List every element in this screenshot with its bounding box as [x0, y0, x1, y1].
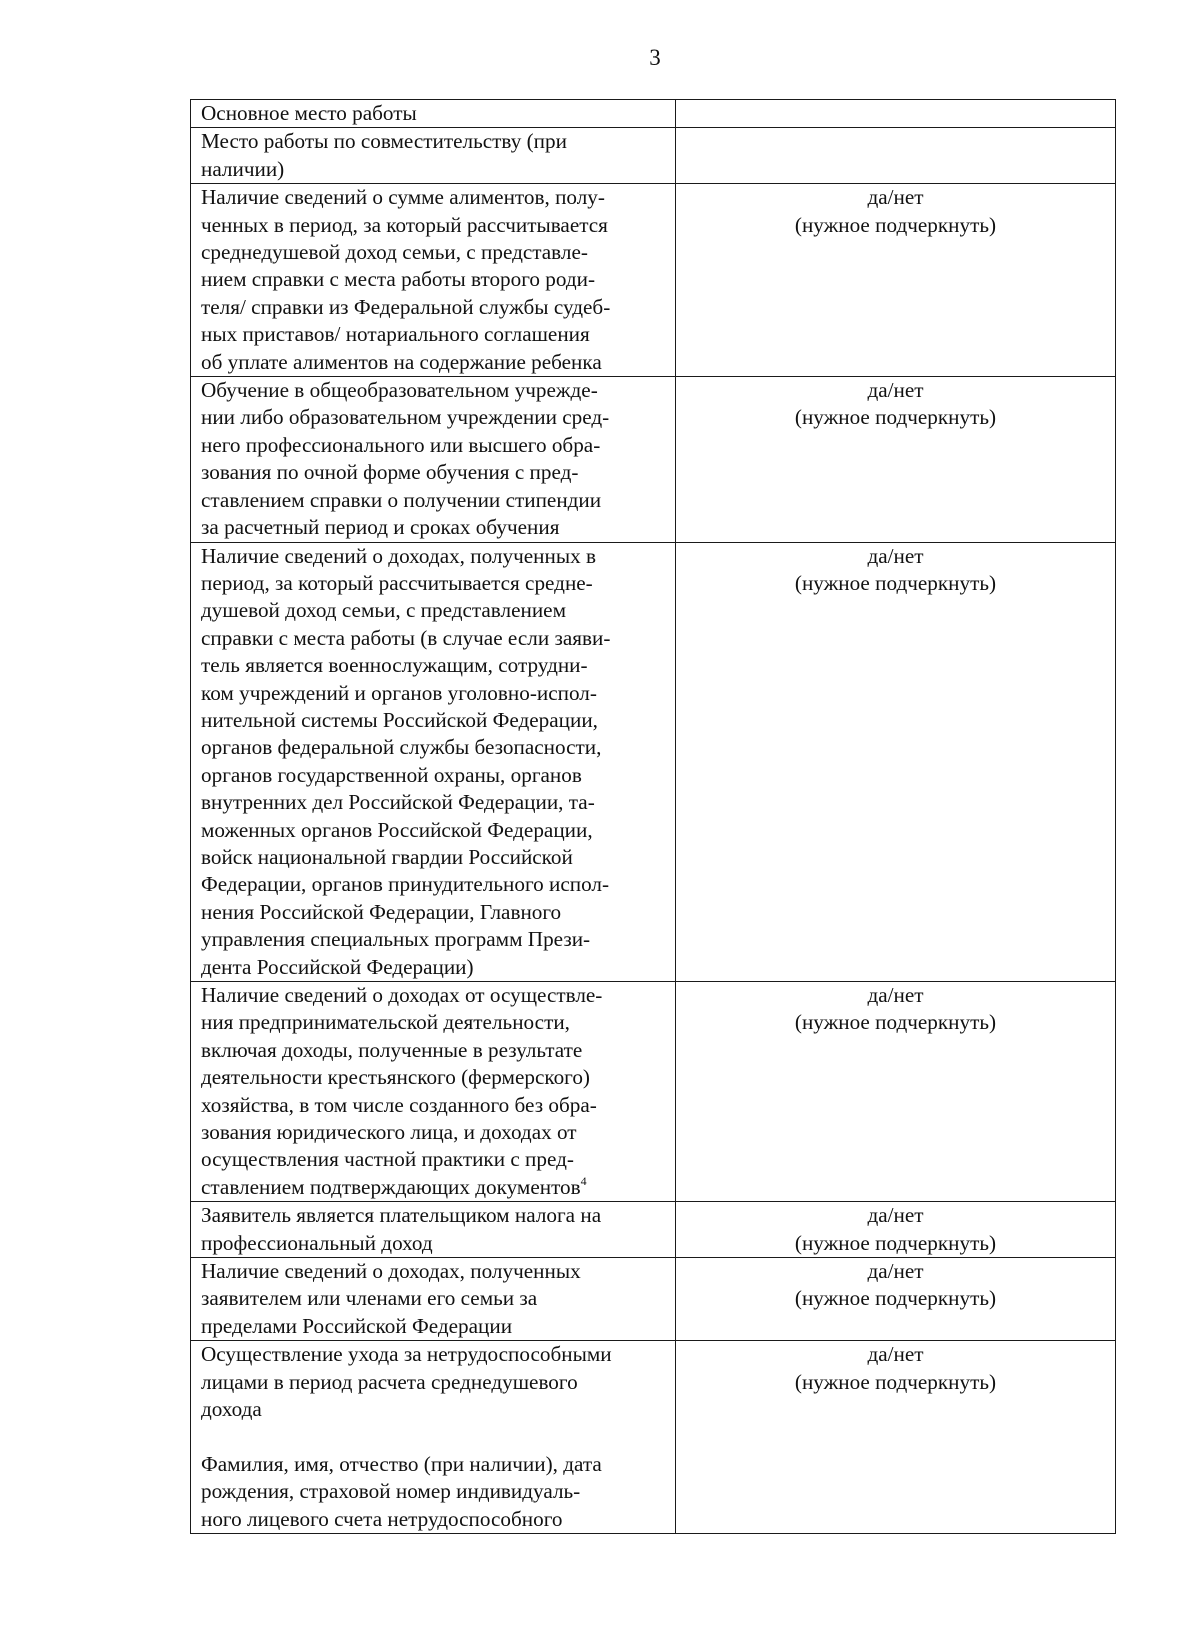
row-value-cell [676, 377, 1116, 542]
row-label-line: зования юридического лица, и доходах от [201, 1120, 577, 1145]
yes-no-option: да/нет [867, 378, 924, 403]
row-label-line: пределами Российской Федерации [201, 1313, 513, 1338]
row-label-line: ных приставов/ нотариального соглашения [201, 322, 590, 347]
table-row [191, 542, 1116, 982]
row-label-line: наличии) [201, 156, 285, 181]
table-row [191, 184, 1116, 377]
row-label-line: Федерации, органов принудительного испол- [201, 872, 610, 897]
row-label-line: нения Российской Федерации, Главного [201, 899, 562, 924]
row-label-line: ком учреждений и органов уголовно-испол- [201, 680, 597, 705]
row-label-line: Осуществление ухода за нетрудоспособными [201, 1342, 612, 1367]
row-label-line: Основное место работы [201, 101, 417, 125]
row-value-cell [676, 982, 1116, 1202]
row-label-line: за расчетный период и сроках обучения [201, 515, 560, 540]
row-label-cell [191, 377, 676, 542]
row-label-line: об уплате алиментов на содержание ребенка [201, 349, 602, 374]
row-label-line: рождения, страховой номер индивидуаль- [201, 1479, 581, 1504]
row-label-line: нии либо образовательном учреждении сред- [201, 405, 610, 430]
table-row [191, 982, 1116, 1202]
table-row [191, 1258, 1116, 1341]
table-row [191, 128, 1116, 184]
row-label-line: тель является военнослужащим, сотрудни- [201, 653, 588, 678]
footnote-marker: 4 [580, 1173, 587, 1188]
underline-instruction: (нужное подчеркнуть) [794, 1010, 997, 1035]
table-row [191, 100, 1116, 128]
row-value-cell [676, 128, 1116, 184]
row-label-line: ния предпринимательской деятельности, [201, 1010, 570, 1035]
row-label-line: органов федеральной службы безопасности, [201, 735, 602, 760]
underline-instruction: (нужное подчеркнуть) [794, 570, 997, 595]
table-row [191, 377, 1116, 542]
table-row [191, 1202, 1116, 1258]
underline-instruction: (нужное подчеркнуть) [794, 1230, 997, 1255]
yes-no-option: да/нет [867, 1259, 924, 1284]
row-label-line: заявителем или членами его семьи за [201, 1286, 538, 1311]
row-label-line: душевой доход семьи, с представлением [201, 598, 566, 623]
yes-no-option: да/нет [867, 185, 924, 210]
row-label-line: внутренних дел Российской Федерации, та- [201, 790, 595, 815]
row-label-line: него профессионального или высшего обра- [201, 432, 601, 457]
row-label-cell [191, 184, 676, 377]
underline-instruction: (нужное подчеркнуть) [794, 1286, 997, 1311]
row-value-cell [676, 1202, 1116, 1258]
form-table-body [191, 100, 1116, 1534]
row-value-cell [676, 1341, 1116, 1534]
row-label-line: ставлением справки о получении стипендии [201, 487, 602, 512]
underline-instruction: (нужное подчеркнуть) [794, 405, 997, 430]
row-label-line-with-footnote [201, 1174, 665, 1201]
row-label-cell [191, 1202, 676, 1258]
row-label-line [201, 1424, 665, 1451]
row-label-line: нительной системы Российской Федерации, [201, 707, 598, 732]
row-label-line: деятельности крестьянского (фермерского) [201, 1065, 590, 1090]
row-label-line: дохода [201, 1397, 262, 1422]
application-form-table [190, 99, 1116, 1534]
yes-no-option: да/нет [867, 543, 924, 568]
row-label-cell [191, 982, 676, 1202]
table-row [191, 1341, 1116, 1534]
row-label-line: дента Российской Федерации) [201, 954, 474, 979]
row-value-cell [676, 100, 1116, 128]
row-label-cell [191, 1258, 676, 1341]
row-label-line: войск национальной гвардии Российской [201, 844, 573, 869]
row-value-cell [676, 1258, 1116, 1341]
row-label-cell [191, 128, 676, 184]
row-label-line: Наличие сведений о доходах, полученных в [201, 543, 596, 568]
row-label-line: Фамилия, имя, отчество (при наличии), дата [201, 1451, 602, 1476]
row-label-cell [191, 542, 676, 982]
row-label-line: осуществления частной практики с пред- [201, 1147, 574, 1172]
underline-instruction: (нужное подчеркнуть) [794, 212, 997, 237]
yes-no-option: да/нет [867, 1342, 924, 1367]
row-label-line: органов государственной охраны, органов [201, 762, 582, 787]
row-label-line: нием справки с места работы второго роди- [201, 267, 596, 292]
row-value-cell [676, 542, 1116, 982]
row-label-line: теля/ справки из Федеральной службы судеб- [201, 294, 611, 319]
row-label-line: профессиональный доход [201, 1230, 433, 1255]
row-label-cell [191, 1341, 676, 1534]
row-label-cell [191, 100, 676, 128]
row-label-line: хозяйства, в том числе созданного без обра- [201, 1092, 597, 1117]
row-value-cell [676, 184, 1116, 377]
row-label-line: период, за который рассчитывается средне- [201, 570, 593, 595]
row-label-line: Место работы по совместительству (при [201, 129, 567, 154]
row-label-line: Обучение в общеобразовательном учрежде- [201, 378, 598, 403]
row-label-line: моженных органов Российской Федерации, [201, 817, 593, 842]
row-label-line: Наличие сведений о доходах, полученных [201, 1259, 581, 1284]
row-label-line: Наличие сведений о сумме алиментов, полу- [201, 185, 605, 210]
row-label-line: включая доходы, полученные в результате [201, 1037, 583, 1062]
row-label-line: Наличие сведений о доходах от осуществле- [201, 983, 603, 1007]
row-label-line: зования по очной форме обучения с пред- [201, 460, 579, 485]
yes-no-option: да/нет [867, 1203, 924, 1228]
underline-instruction: (нужное подчеркнуть) [794, 1369, 997, 1394]
row-label-line: управления специальных программ Прези- [201, 927, 591, 952]
row-label-line: лицами в период расчета среднедушевого [201, 1369, 578, 1394]
row-label-line: среднедушевой доход семьи, с представле- [201, 240, 588, 265]
yes-no-option: да/нет [867, 983, 924, 1007]
row-label-line: справки с места работы (в случае если заяви- [201, 625, 611, 650]
row-label-line: Заявитель является плательщиком налога на [201, 1203, 602, 1228]
row-label-line: ченных в период, за который рассчитывается [201, 212, 608, 237]
row-label-line: ного лицевого счета нетрудоспособного [201, 1506, 563, 1531]
page-number: 3 [649, 45, 661, 70]
row-label-line: ставлением подтверждающих документов [201, 1174, 581, 1199]
